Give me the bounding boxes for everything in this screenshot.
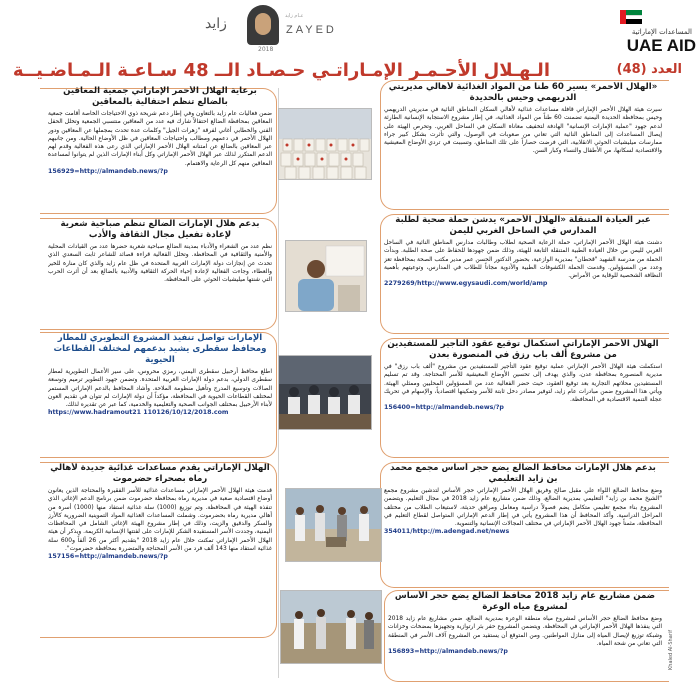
article-body: نظم عدد من الشعراء والأدباء بمدينة الضالع صباحية شعرية حضرها عدد من القيادات المحلية والأمنية والثقافية في المحافظة. وتخلل الفعالية قراءة قصائد للشاعر ثابت السعدي الذي تحدث عن إنجازات دولة الإمارات العربية المتحدة في ظل عام زايد والذي كان منارة للخير والعطاء، وجاءت الفعالية لإعادة إحياء الحركة الثقافية والأدبية بالضالع بعد أن أثرت الحرب التي شنتها ميليشيات الحوثي على المحافظة. (48, 244, 272, 284)
photo-doctor-speaker (285, 240, 367, 312)
zayed-arabic: زايد (205, 16, 227, 32)
article-heading: ضمن مشاريع عام زايد 2018 محافظ الضالع يضع حجر الأساس لمشروع مياه الوعرة (394, 591, 656, 612)
article-left-4 (48, 463, 272, 635)
article-body: قدمت هيئة الهلال الأحمر الإماراتي مساعدات غذائية للأسر الفقيرة والمحتاجة الذين يعانون أوضاع اقتصادية صعبة في مديرية رماه بمحافظة حضرموت ضمن برنامج الدعم الإغاثي الذي تنفذه الهيئة في المحافظة. وتم توزيع (1000) سلة غذائية استفاد منها (1000) أسرة من أهالي مديرية رماه بحضرموت. وشملت المساعدات الغذائية المواد التموينية الضرورية كالأرز والسكر والدقيق والزيت، وذلك في إطار مشروع الهيئة الإغاثي الشامل في المحافظات اليمنية، وجددت الأسر المستفيدة الشكر للإمارات على لفتتها الإنسانية الكريمة. ويذكر أن هيئة الهلال الأحمر الإماراتي تمكنت خلال عام زايد 2018 "بتقديم أكثر من 26 ألفاً و600 سلة غذائية استفاد منها 143 ألف فرد من الأسر المحتاجة والمتضررة بمحافظة حضرموت". (48, 488, 272, 553)
article-heading: بدعم هلال الإمارات الضالع تنظم صباحية شعرية لإعادة تفعيل مجال الثقافة والأدب (60, 219, 260, 240)
article-body: استكملت هيئة الهلال الأحمر الإماراتي عملية توقيع عقود التأجير للمستفيدين من مشروع "ألف باب رزق" في مديرية المنصورة بمحافظة عدن، والذي يهدف إلى تحسين الأوضاع المعيشية للأسر المحتاجة. وقد تم تسليم المستفيدين محلاتهم التجارية بعد توقيع العقود، حيث حضر الفعالية عدد من المسؤولين المحليين وممثلي الهيئة. ويأتي هذا المشروع ضمن مبادرات عام زايد، لتوفير مصادر دخل ثابتة للأسر وتمكينها اقتصادياً، والإسهام في تحريك عجلة التنمية الاقتصادية في المحافظة. (384, 364, 662, 404)
article-link[interactable]: 156893=http://almandeb.news/?p (388, 648, 508, 656)
article-right-1 (384, 82, 662, 206)
article-left-2 (48, 219, 272, 327)
photo-food-aid-bags (278, 108, 372, 180)
uae-flag-icon (620, 10, 642, 24)
article-link[interactable]: 157156=http://almandeb.news/?p (48, 553, 168, 561)
article-body: اطلع محافظ أرخبيل سقطرى اليمني، رمزي محروس، على سير الأعمال التطويرية لمطار سقطرى الدولي، بدعم دولة الإمارات العربية المتحدة. وتضمن جهود التطوير ترميم وتوسعة الصالات وتوسيع المدرج وتأهيل منظومة الملاحة. وأشاد المحافظ بالدعم الإماراتي المستمر لمختلف القطاعات الحيوية في المحافظة، مؤكداً أن دولة الإمارات لم تتوان في تقديم العون لأبناء الأرخبيل بمختلف الجوانب الصحية والتعليمية والخدمية، كما عبر عن تقديره لذلك. (48, 369, 272, 409)
article-body: وضع محافظ الضالع اللواء علي مقبل صالح وفريق الهلال الأحمر الإماراتي حجر الأساس لتدشين مشروع مجمع "الشيخ محمد بن زايد" التعليمي بمديرية الضالع، وذلك ضمن مشاريع عام زايد 2018 في مجال التعليم. ويتضمن المشروع بناء مجمع تعليمي متكامل يضم فصولاً دراسية ومعامل ومرافق حديثة، لاستيعاب الطلاب من مختلف المراحل الدراسية. وأكد المحافظ أن هذا المشروع يأتي في إطار الدعم الإماراتي المتواصل لقطاع التعليم في المحافظة، مثمناً جهود الهلال الأحمر الإماراتي في مختلف المجالات الإنسانية والتنموية. (384, 488, 662, 528)
article-right-3 (384, 339, 662, 455)
article-heading: الهلال الإماراتي يقدم مساعدات غذائية جديدة لأهالي رماه بصحراء حضرموت (50, 463, 270, 484)
zayed-year-small: عـام زايد (285, 13, 304, 19)
article-heading: بدعم هلال الإمارات محافظ الضالع يضع حجر أساس مجمع محمد بن زايد التعليمي (390, 463, 656, 484)
article-link[interactable]: 354011/http://m.adengad.net/news (384, 528, 510, 536)
article-heading: «الهلال الأحمر» يسير 60 طناً من المواد الغذائية لأهالي مديريتي الدريهمي وحيس بالحديدة (388, 82, 658, 103)
article-link[interactable]: 156400=http://almandeb.news/?p (384, 404, 504, 412)
article-right-4 (384, 463, 662, 585)
zayed-year: 2018 (258, 46, 274, 53)
zayed-portrait-icon (247, 5, 279, 45)
article-body: وضع محافظ الضالع حجر الأساس لمشروع مياه منطقة الوعرة بمديرية الضالع، ضمن مشاريع عام زايد 2018 التي ينفذها الهلال الأحمر الإماراتي في المحافظة. ويتضمن المشروع حفر بئر ارتوازية وتجهيزها بمضخات وخزانات وشبكة توزيع لإيصال المياه إلى منازل المواطنين. ومن المتوقع أن يستفيد من المشروع آلاف الأسر في المنطقة التي تعاني من شحة المياه. (388, 616, 662, 647)
article-heading: برعاية الهلال الأحمر الإماراتي جمعية المعاقين بالضالع تنظم احتفالية بالمعاقين (63, 86, 257, 107)
article-link[interactable]: 156929=http://almandeb.news/?p (48, 168, 168, 176)
article-left-1 (48, 86, 272, 214)
article-heading: الهلال الأحمر الإماراتي استكمال توقيع عقود التأجير للمستفيدين من مشروع ألف باب رزق في المنصورة بعدن (387, 339, 659, 360)
uae-aid-arabic: المساعدات الإماراتية (631, 28, 692, 36)
side-credit: Khaled Al-Sharif (668, 630, 674, 670)
zayed-english: ZAYED (286, 24, 337, 36)
photo-officials-cornerstone (285, 488, 382, 562)
photo-meeting-hall (278, 355, 372, 430)
article-body: دشنت هيئة الهلال الأحمر الإماراتي، حملة الرعاية الصحية لطلاب وطالبات مدارس المناطق النائية في الساحل الغربي لليمن من خلال العيادة الطبية المتنقلة التابعة للهيئة، وذلك ضمن جهودها للحفاظ على صحة الطلبة. وبدأت الحملة من مدرسة الشهيد "قحطان" بمديرية الوازعية، بحضور الدكتور الحسن عمر مدير مكتب الصحة بمحافظة تعز وعدد من المسؤولين. وقدمت الحملة الكشوفات الطبية والأدوية مجاناً للطلاب في المدارس، وتوعيتهم بأهمية النظافة الشخصية للوقاية من الأمراض. (384, 240, 662, 280)
article-body: ضمن فعاليات عام زايد بالتعاون وفي إطار دعم شريحة ذوي الاحتياجات الخاصة أقامت جمعية المعاقين بمحافظة الضالع احتفالاً شارك فيه عدد من المعاقين منتسبي الجمعية وتخلل الحفل الفني والخطابي أغاني لفرقة "زهرات الجيل" وكلمات عدة تحدث بمجملها عن المعاقين ودور الهلال الأحمر في دعمهم ومطالب واحتياجات المعاقين في ظل الأوضاع الحالية. ومن جانبهم عبر المعاقين بالضالع عن امتنانه الهلال الأحمر الإماراتي الذي رعى هذه الفعالية وقدم لهم الدعم المتكرر لذلك عبر الهلال الأحمر الإماراتي وكل أبناء الإمارات الذين لم يتوانوا لمساعدة المعاقين منهم كل الرعاية والاهتمام. (48, 111, 272, 167)
article-right-2 (384, 215, 662, 331)
page-title: الـهـلال الأحـمـر الإمـاراتـي حـصـاد الــ 48 سـاعـة الـمـاضـيــة (12, 60, 550, 81)
article-link[interactable]: https://www.hadramout21 110126/10/12/2018.com (48, 409, 229, 417)
article-body: سيرت هيئة الهلال الأحمر الإماراتي قافلة مساعدات غذائية لأهالي السكان المناطق النائية في مديريتي الدريهمي وحيس بمحافظة الحديدة اليمنية تضمنت 60 طناً من المواد الغذائية، في إطار مشروع الاستجابة الإنسانية الطارئة لدعم جهود "عملية الإمارات الإنسانية" الهادفة لتخفيف معاناة السكان في الساحل الغربي. وتحرص الهيئة على إيصال المساعدات إلى المناطق النائية التي تعاني من صعوبات في الوصول، والتي تأثرت بشكل كبير جراء ممارسات ميليشيات الحوثي الانقلابية، التي فرضت حصاراً على تلك المناطق، وتسببت في تردي الأوضاع المعيشية والاقتصادية لسكانها، من الأطفال والنساء وكبار السن. (384, 107, 662, 155)
article-link[interactable]: 2279269/http://www.egysaudi.com/world/amp (384, 280, 548, 288)
article-heading: الإمارات تواصل تنفيذ المشروع التطويري للمطار ومحافظ سقطرى يشيد بدعمهم لمختلف القطاعات الحيوية (53, 333, 267, 365)
article-left-3 (48, 333, 272, 455)
article-heading: عبر العيادة المتنقلة «الهلال الأحمر» يدشن حملة صحية لطلبة المدارس في الساحل الغربي لليمن (395, 215, 651, 236)
photo-water-project (280, 590, 382, 664)
uae-aid-logo-text: UAE AID (626, 36, 696, 55)
issue-number: العدد (48) (616, 62, 682, 77)
page-header (0, 0, 700, 62)
article-right-5 (388, 591, 662, 679)
